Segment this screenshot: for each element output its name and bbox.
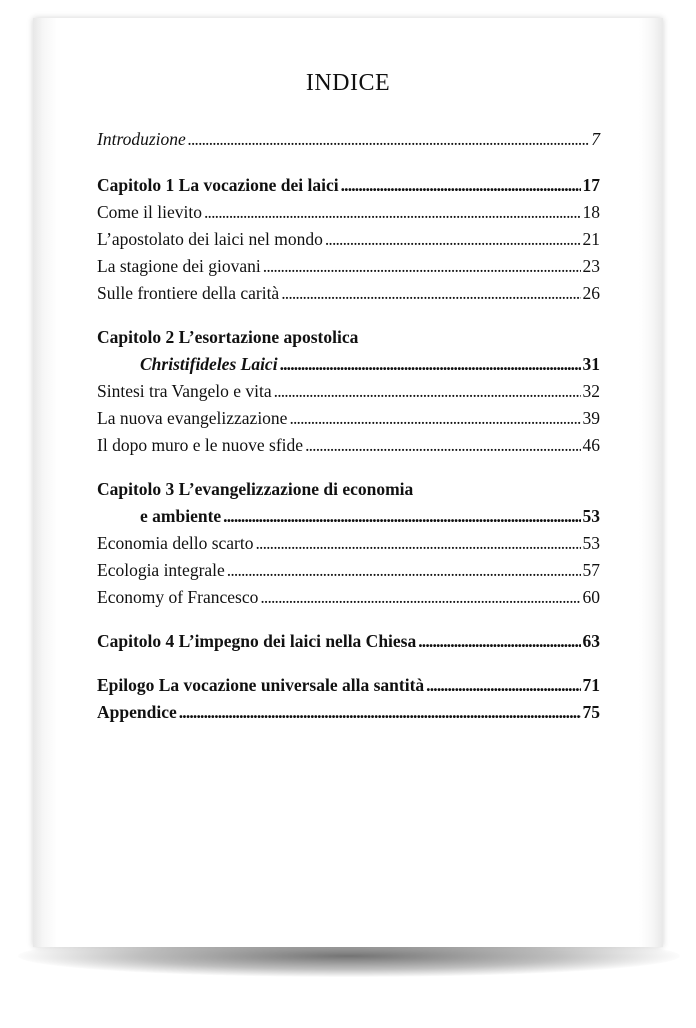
chapter-heading: Capitolo 2 L’esortazione apostolica [97, 327, 359, 347]
toc-page-number: 7 [591, 129, 600, 149]
toc-page-number: 26 [582, 283, 600, 303]
dot-leader [281, 280, 580, 307]
toc-page-number: 75 [582, 702, 600, 722]
toc-entry [97, 432, 600, 459]
toc-page-number: 18 [582, 202, 600, 222]
table-of-contents [97, 126, 600, 726]
toc-chapter-3 [97, 503, 600, 530]
toc-page-number: 17 [582, 175, 600, 195]
toc-entry-label: Economy of Francesco [97, 587, 259, 607]
toc-entry-label: La nuova evangelizzazione [97, 408, 288, 428]
chapter-heading: Capitolo 4 L’impegno dei laici nella Chiesa [97, 631, 417, 651]
toc-entry [97, 557, 600, 584]
toc-entry-introduction [97, 126, 600, 153]
page-title: INDICE [305, 70, 391, 96]
dot-leader [325, 226, 581, 253]
toc-entry [97, 199, 600, 226]
toc-chapter-2 [97, 351, 600, 378]
chapter-subheading: Christifideles Laici [140, 354, 278, 374]
dot-leader [426, 672, 580, 699]
dot-leader [341, 172, 581, 199]
toc-entry [97, 280, 600, 307]
toc-chapter-4 [97, 628, 600, 655]
dot-leader [188, 126, 589, 153]
toc-page-number: 53 [582, 506, 600, 526]
toc-entry-label: La stagione dei giovani [97, 256, 261, 276]
dot-leader [418, 628, 580, 655]
chapter-subheading: e ambiente [140, 506, 222, 526]
toc-entry [97, 253, 600, 280]
toc-entry [97, 226, 600, 253]
toc-page-number: 46 [582, 435, 600, 455]
toc-entry-label: Introduzione [97, 129, 186, 149]
dot-leader [260, 584, 580, 611]
dot-leader [289, 405, 580, 432]
dot-leader [305, 432, 580, 459]
toc-entry-label: Il dopo muro e le nuove sfide [97, 435, 304, 455]
toc-epilogue [97, 672, 600, 699]
toc-entry-label: Economia dello scarto [97, 533, 254, 553]
dot-leader [274, 378, 581, 405]
toc-entry [97, 378, 600, 405]
toc-page-number: 23 [582, 256, 600, 276]
toc-page-number: 39 [582, 408, 600, 428]
dot-leader [263, 253, 581, 280]
toc-chapter-1 [97, 172, 600, 199]
dot-leader [280, 351, 581, 378]
dot-leader [227, 557, 581, 584]
toc-page-number: 21 [582, 229, 600, 249]
toc-page-number: 57 [582, 560, 600, 580]
toc-entry-label: Ecologia integrale [97, 560, 225, 580]
toc-appendix [97, 699, 600, 726]
toc-entry [97, 530, 600, 557]
chapter-heading: Appendice [97, 702, 177, 722]
toc-entry [97, 584, 600, 611]
dot-leader [223, 503, 580, 530]
toc-page-number: 60 [582, 587, 600, 607]
chapter-heading: Capitolo 1 La vocazione dei laici [97, 175, 339, 195]
dot-leader [179, 699, 581, 726]
toc-page-number: 53 [582, 533, 600, 553]
toc-entry-label: Sintesi tra Vangelo e vita [97, 381, 272, 401]
toc-entry-label: L’apostolato dei laici nel mondo [97, 229, 323, 249]
toc-entry [97, 405, 600, 432]
chapter-heading: Epilogo La vocazione universale alla santità [97, 675, 425, 695]
toc-entry-label: Come il lievito [97, 202, 202, 222]
chapter-heading: Capitolo 3 L’evangelizzazione di economia [97, 479, 414, 499]
toc-entry-label: Sulle frontiere della carità [97, 283, 280, 303]
toc-page-number: 63 [582, 631, 600, 651]
dot-leader [255, 530, 580, 557]
dot-leader [204, 199, 581, 226]
toc-page-number: 32 [582, 381, 600, 401]
toc-page-number: 31 [582, 354, 600, 374]
toc-page-number: 71 [582, 675, 600, 695]
